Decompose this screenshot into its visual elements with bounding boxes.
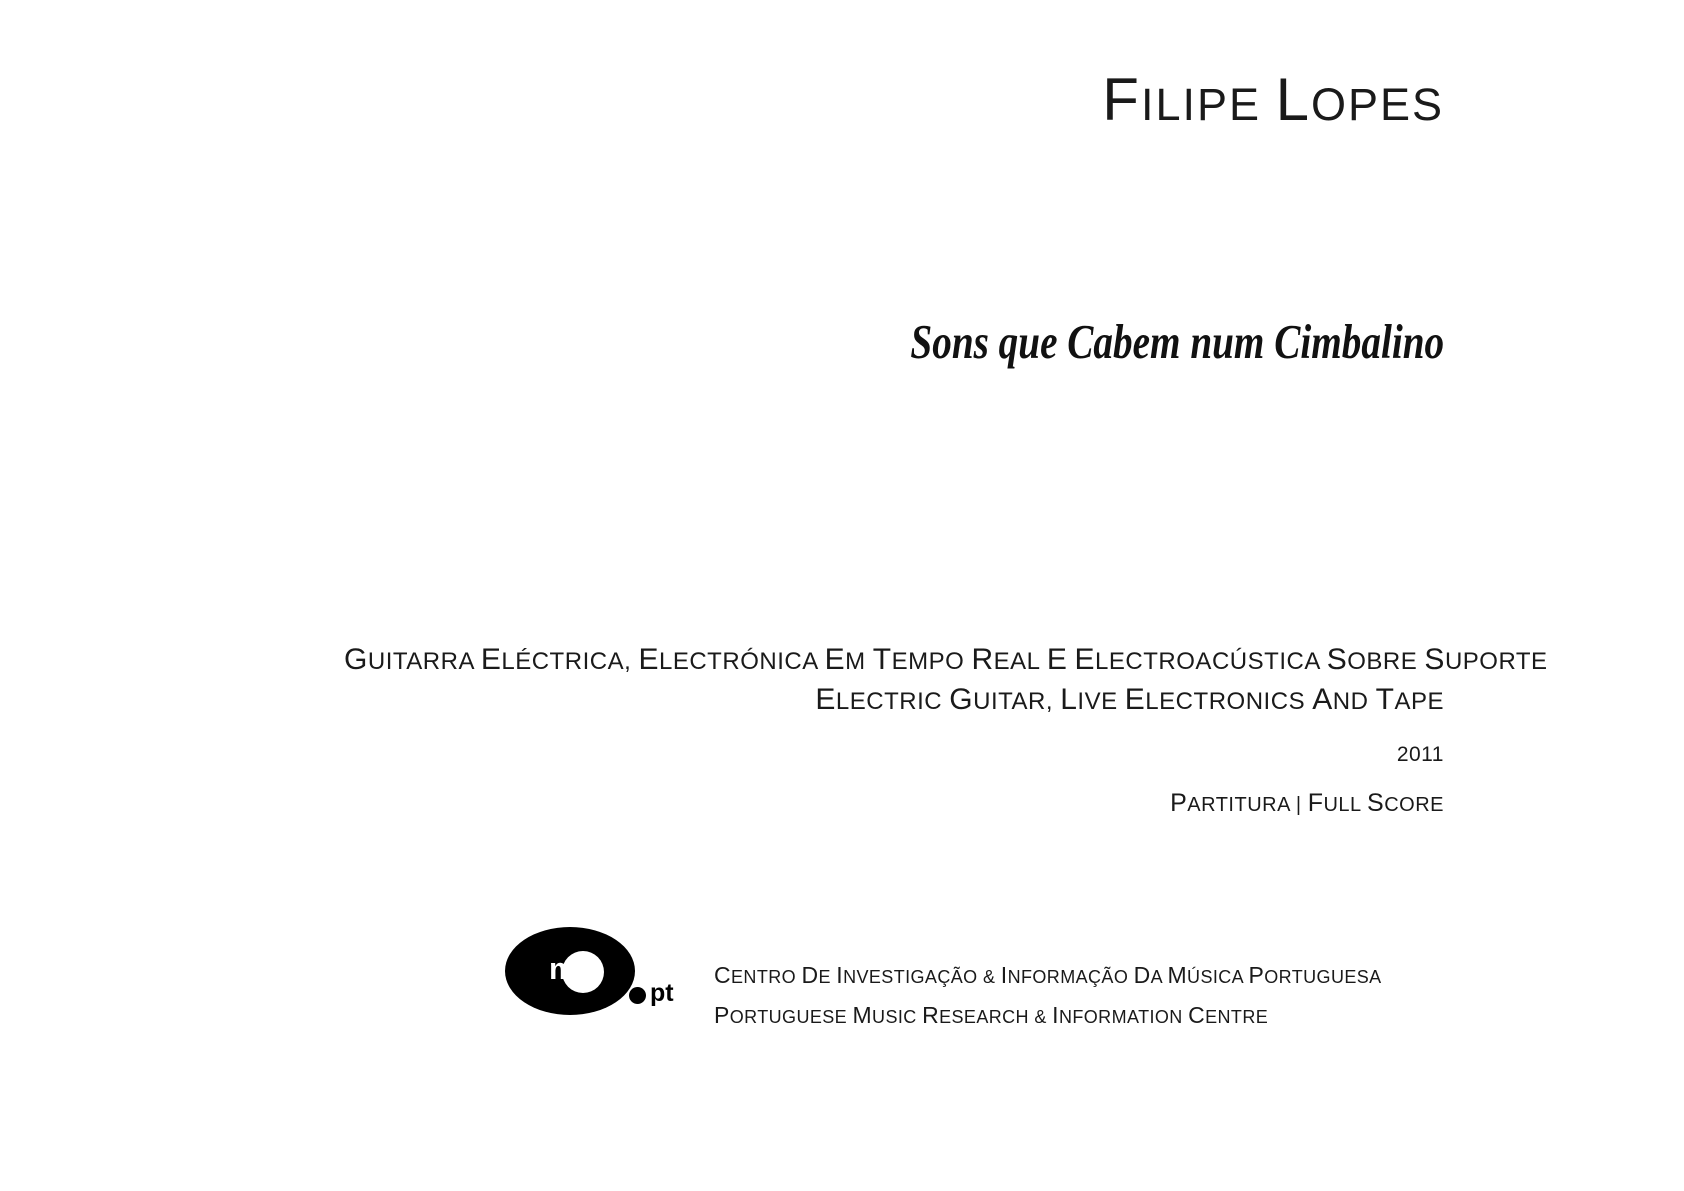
instrumentation-portuguese: GUITARRA ELÉCTRICA, ELECTRÓNICA EM TEMPO REAL E ELECTROACÚSTICA SOBRE SUPORTE — [344, 643, 1548, 676]
publisher-name-portuguese: CENTRO DE INVESTIGAÇÃO & INFORMAÇÃO DA MÚSICA PORTUGUESA — [714, 962, 1382, 988]
logo-dot-shape — [629, 987, 646, 1004]
publisher-name-english: PORTUGUESE MUSIC RESEARCH & INFORMATION CENTRE — [714, 1002, 1269, 1029]
publisher-names — [714, 955, 1382, 1036]
work-metadata-block — [344, 640, 1548, 820]
work-title: Sons que Cabem num Cimbalino — [910, 314, 1444, 369]
logo-domain-suffix: pt — [650, 979, 674, 1007]
score-type: PARTITURA | FULL SCORE — [1170, 788, 1444, 817]
publisher-footer — [505, 925, 1382, 1036]
instrumentation-english: ELECTRIC GUITAR, LIVE ELECTRONICS AND TAPE — [815, 682, 1444, 716]
mic-pt-logo-icon — [505, 925, 685, 1025]
logo-wordmark: mic — [549, 951, 601, 986]
composer-name: FILIPE LOPES — [1102, 66, 1444, 133]
composition-year: 2011 — [1396, 743, 1444, 767]
